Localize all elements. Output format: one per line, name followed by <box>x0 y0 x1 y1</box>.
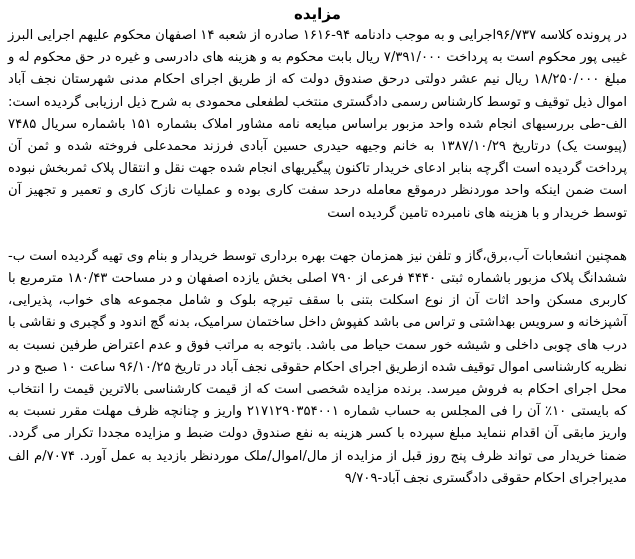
notice-paragraph-1: در پرونده کلاسه ۹۶/۷۳۷اجرایی و به موجب دادنامه ۹۴-۱۶۱۶ صادره از شعبه ۱۴ اصفهان محکوم علیهم اجرایی البرز غیبی پور محکوم است به پرداخت ۷/۳۹۱/۰۰۰ ریال بابت محکوم به و هزینه های دادرسی و غیره در حق محکوم له و مبلغ ۱۸/۲۵۰/۰۰۰ ریال نیم عشر دولتی درحق صندوق دولت که از طریق اجرای احکام مدنی شهرستان نجف آباد اموال ذیل توقیف و توسط کارشناس رسمی دادگستری منتخب لطفعلی محمودی به شرح ذیل ارزیابی گردیده است: الف-طی بررسیهای انجام شده واحد مزبور براساس مبایعه نامه مشاور املاک بشماره ۱۵۱ باشماره سریال ۷۴۸۵ (پیوست یک) درتاریخ ۱۳۸۷/۱۰/۲۹ به خانم وجیهه حیدری حسین آبادی فرزند محمدعلی فروخته شده و ثمن آن پرداخت گردیده است اگرچه بنابر ادعای خریدار تاکنون پیگیریهای انجام شده جهت نقل و انتقال پلاک ثمربخش نبوده است ضمن اینکه واحد موردنظر درموقع معامله درحد سفت کاری بوده و عملیات نازک کاری و تعمیر و تجهیز آن توسط خریدار و با هزینه های نامبرده تامین گردیده است <box>8 28 628 221</box>
notice-paragraph-2: همچنین انشعابات آب،برق،گاز و تلفن نیز همزمان جهت بهره برداری توسط خریدار و بنام وی تهیه گردیده است ب-ششدانگ پلاک مزبور باشماره ثبتی ۴۴۴۰ فرعی از ۷۹۰ اصلی بخش یازده اصفهان و در مساحت ۱۸۰/۴۳ مترمربع با کاربری مسکن واحد اثات آن از نوع اسکلت بتنی با سقف تیرچه بلوک و شامل مجموعه های خواب، پذیرایی، آشپزخانه و سرویس بهداشتی و تراس می باشد کفپوش داخل ساختمان سرامیک، بدنه گچ اندود و گچبری و نقاشی با درب های چوبی داخلی و شیشه خور سمت حیاط می باشد. باتوجه به مراتب فوق و عدم اعتراض طرفین نسبت به نظریه کارشناسی اموال توقیف شده ازطریق اجرای احکام حقوقی نجف آباد در تاریخ ۹۶/۱۰/۲۵ ساعت ۱۰ صبح و در محل اجرای احکام به فروش میرسد. برنده مزایده شخصی است که از قیمت کارشناسی بالاترین قیمت را انتخاب که بایستی ۱۰٪ آن را فی المجلس به حساب شماره ۲۱۷۱۲۹۰۳۵۴۰۰۱ واریز و چنانچه ظرف مهلت مقرر نسبت به واریز مابقی آن اقدام ننماید مبلغ سپرده با کسر هزینه به نفع صندوق دولت ضبط و مزایده مجددا تکرار می گردد. ضمنا خریدار می تواند ظرف پنج روز قبل از مزایده از مال/اموال/ملک موردنظر بازدید به عمل آورد. ۷۰۷۴/م الف مدیراجرای احکام حقوقی دادگستری نجف آباد-۹/۷۰۹ <box>8 248 628 486</box>
notice-title: مزایده <box>294 5 341 23</box>
paragraph-spacer <box>8 225 627 246</box>
